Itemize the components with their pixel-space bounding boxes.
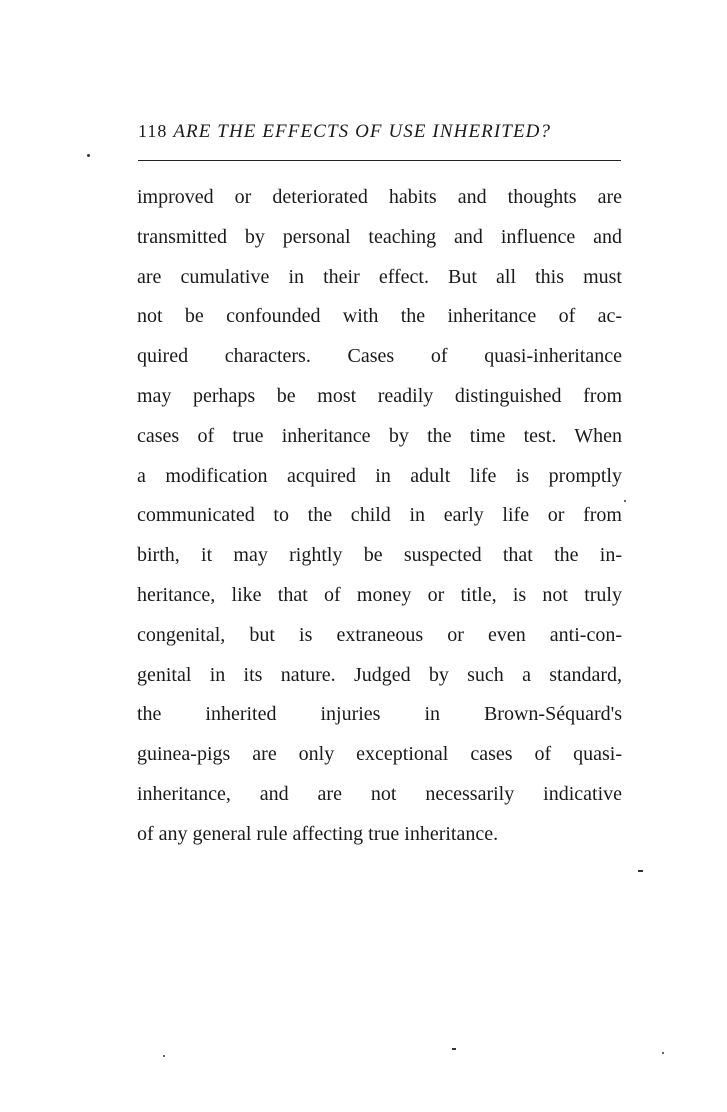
running-title: ARE THE EFFECTS OF USE INHERITED? — [173, 121, 552, 142]
running-head — [138, 121, 622, 151]
text-line: congenital, but is extraneous or even anti-con- — [137, 623, 622, 646]
header-rule — [138, 160, 621, 161]
text-line: the inherited injuries in Brown-Séquard's — [137, 703, 622, 726]
text-line: birth, it may rightly be suspected that the in- — [137, 544, 622, 567]
scan-speck — [638, 870, 643, 872]
text-line: communicated to the child in early life or from — [137, 504, 622, 527]
text-line: inheritance, and are not necessarily indicative — [137, 782, 622, 805]
text-line: genital in its nature. Judged by such a standard, — [137, 663, 622, 686]
text-line: may perhaps be most readily distinguished from — [137, 384, 622, 407]
scan-speck — [662, 1052, 664, 1054]
text-line: are cumulative in their effect. But all this must — [137, 265, 622, 288]
text-line: guinea-pigs are only exceptional cases of quasi- — [137, 743, 622, 766]
text-line: improved or deteriorated habits and thoughts are — [137, 186, 622, 208]
scan-speck — [624, 500, 626, 502]
page-number: 118 — [138, 121, 168, 141]
scan-speck — [163, 1055, 165, 1057]
text-line: not be confounded with the inheritance of ac- — [137, 305, 622, 328]
text-line: quired characters. Cases of quasi-inheritance — [137, 345, 622, 368]
scan-speck — [87, 154, 90, 157]
text-line: heritance, like that of money or title, is not truly — [137, 583, 622, 606]
body-text — [137, 178, 622, 855]
text-line: of any general rule affecting true inheritance. — [137, 822, 499, 845]
scan-speck — [452, 1048, 456, 1050]
text-line: transmitted by personal teaching and influence and — [137, 225, 622, 248]
text-line: a modification acquired in adult life is promptly — [137, 464, 622, 487]
text-line: cases of true inheritance by the time test. When — [137, 424, 622, 447]
